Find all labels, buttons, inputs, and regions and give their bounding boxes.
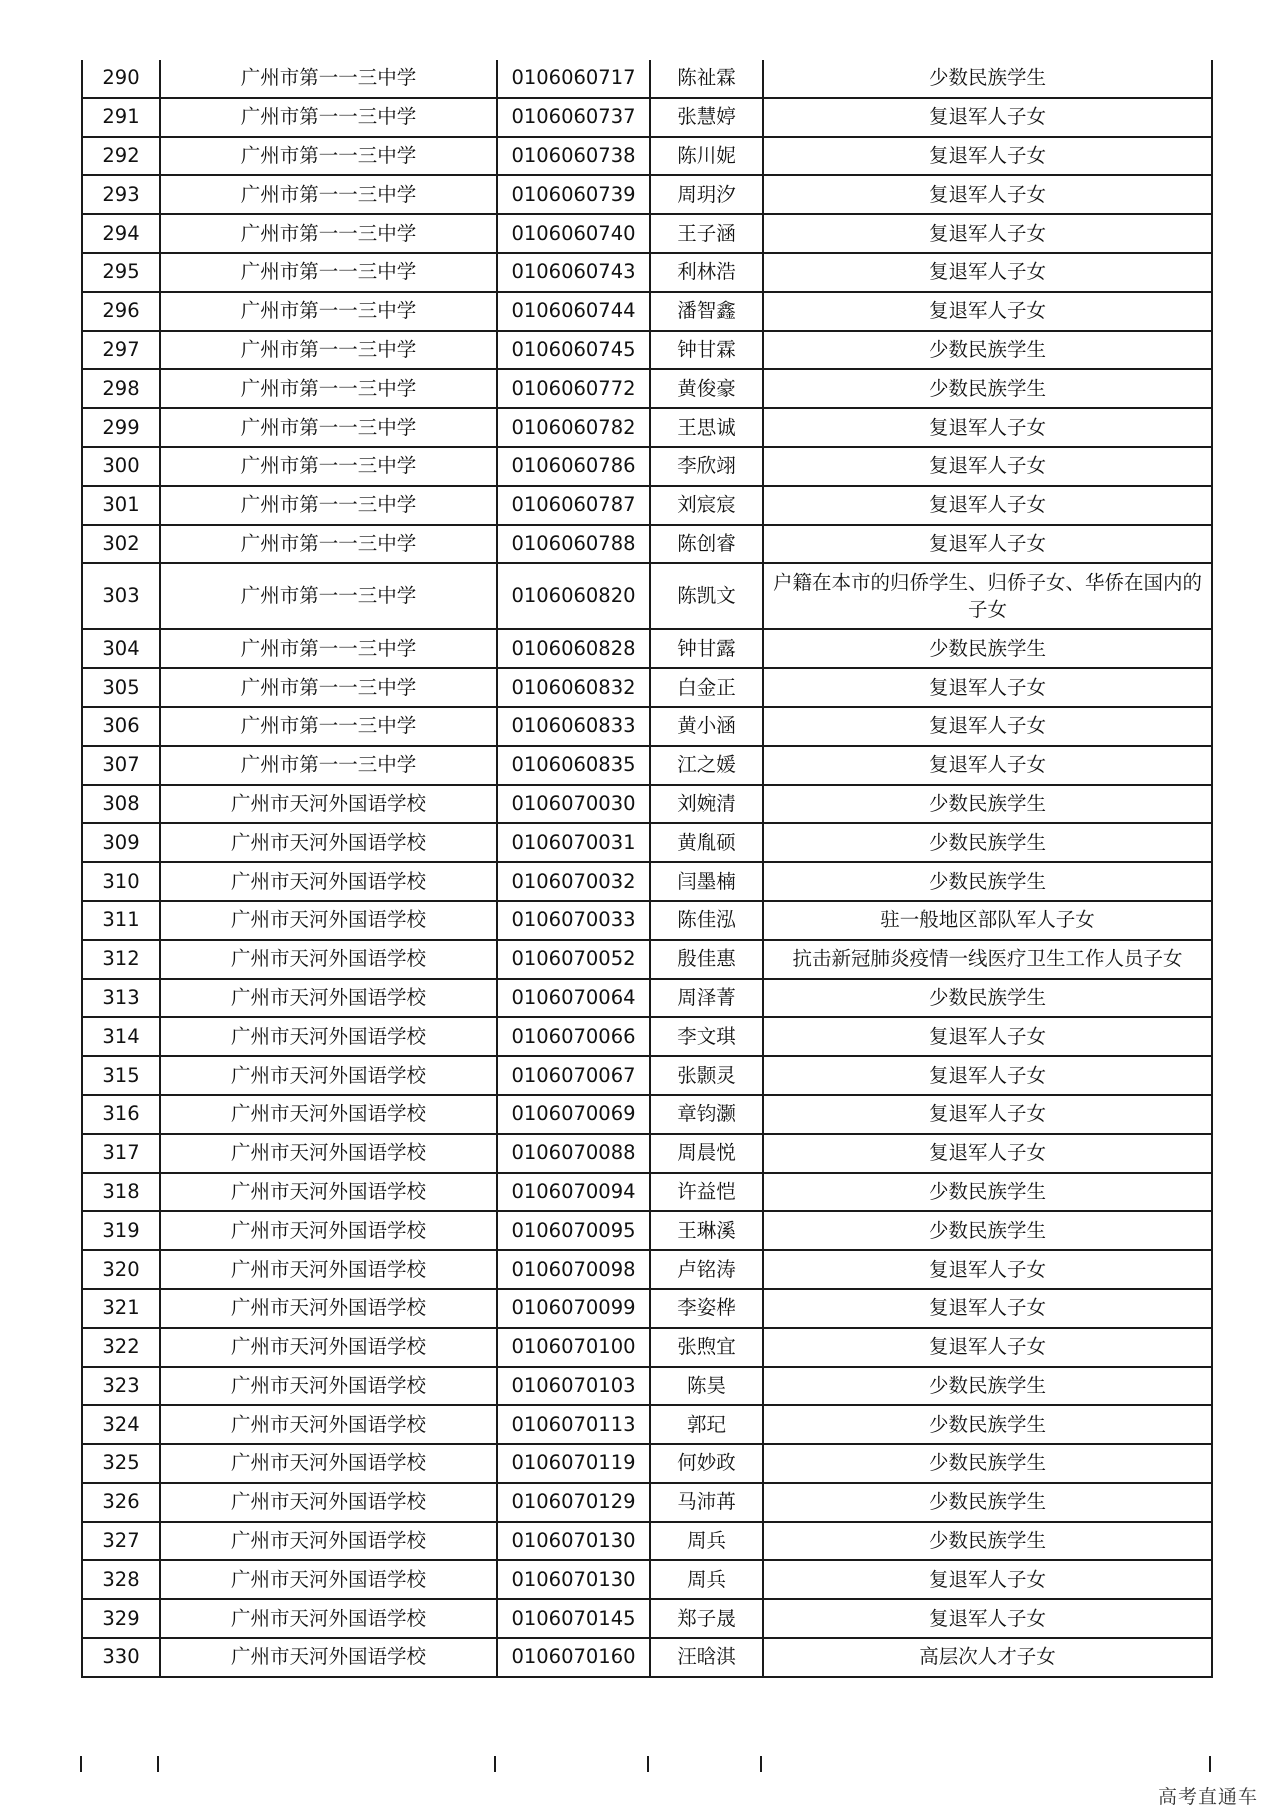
- category-cell: 少数民族学生: [763, 60, 1212, 98]
- category-cell: 复退军人子女: [763, 1289, 1212, 1328]
- exam-id-cell: 0106060740: [497, 214, 650, 253]
- exam-id-cell: 0106070064: [497, 979, 650, 1018]
- school-name-cell: 广州市天河外国语学校: [160, 1017, 497, 1056]
- row-number-cell: 310: [82, 862, 160, 901]
- student-name-cell: 汪晗淇: [650, 1638, 763, 1677]
- school-name-cell: 广州市天河外国语学校: [160, 1483, 497, 1522]
- exam-id-cell: 0106060745: [497, 331, 650, 370]
- row-number-cell: 330: [82, 1638, 160, 1677]
- roster-body: [82, 60, 1212, 1677]
- school-name-cell: 广州市第一一三中学: [160, 137, 497, 176]
- row-number-cell: 327: [82, 1522, 160, 1561]
- row-number-cell: 302: [82, 525, 160, 564]
- exam-id-cell: 0106070033: [497, 901, 650, 940]
- school-name-cell: 广州市天河外国语学校: [160, 979, 497, 1018]
- table-row: [82, 1405, 1212, 1444]
- student-name-cell: 陈昊: [650, 1367, 763, 1406]
- category-cell: 复退军人子女: [763, 1095, 1212, 1134]
- table-row: [82, 563, 1212, 629]
- school-name-cell: 广州市天河外国语学校: [160, 1095, 497, 1134]
- student-name-cell: 郑子晟: [650, 1599, 763, 1638]
- category-cell: 复退军人子女: [763, 137, 1212, 176]
- school-name-cell: 广州市第一一三中学: [160, 746, 497, 785]
- student-name-cell: 殷佳惠: [650, 940, 763, 979]
- category-cell: 少数民族学生: [763, 331, 1212, 370]
- school-name-cell: 广州市第一一三中学: [160, 175, 497, 214]
- student-name-cell: 周兵: [650, 1560, 763, 1599]
- exam-id-cell: 0106070052: [497, 940, 650, 979]
- table-row: [82, 1017, 1212, 1056]
- category-cell: 少数民族学生: [763, 369, 1212, 408]
- student-name-cell: 江之媛: [650, 746, 763, 785]
- table-row: [82, 1328, 1212, 1367]
- school-name-cell: 广州市天河外国语学校: [160, 1560, 497, 1599]
- category-cell: 驻一般地区部队军人子女: [763, 901, 1212, 940]
- table-row: [82, 823, 1212, 862]
- row-number-cell: 319: [82, 1211, 160, 1250]
- exam-id-cell: 0106060772: [497, 369, 650, 408]
- student-name-cell: 刘婉清: [650, 785, 763, 824]
- exam-id-cell: 0106060737: [497, 98, 650, 137]
- exam-id-cell: 0106070088: [497, 1134, 650, 1173]
- student-name-cell: 张慧婷: [650, 98, 763, 137]
- table-row: [82, 486, 1212, 525]
- school-name-cell: 广州市第一一三中学: [160, 60, 497, 98]
- table-row: [82, 1095, 1212, 1134]
- table-row: [82, 940, 1212, 979]
- school-name-cell: 广州市天河外国语学校: [160, 862, 497, 901]
- school-name-cell: 广州市天河外国语学校: [160, 1250, 497, 1289]
- school-name-cell: 广州市天河外国语学校: [160, 1405, 497, 1444]
- row-number-cell: 292: [82, 137, 160, 176]
- table-row: [82, 1056, 1212, 1095]
- category-cell: 复退军人子女: [763, 408, 1212, 447]
- row-number-cell: 303: [82, 563, 160, 629]
- row-number-cell: 308: [82, 785, 160, 824]
- row-number-cell: 323: [82, 1367, 160, 1406]
- exam-id-cell: 0106070066: [497, 1017, 650, 1056]
- table-row: [82, 331, 1212, 370]
- row-number-cell: 305: [82, 668, 160, 707]
- student-name-cell: 郭玘: [650, 1405, 763, 1444]
- school-name-cell: 广州市天河外国语学校: [160, 901, 497, 940]
- school-name-cell: 广州市天河外国语学校: [160, 1444, 497, 1483]
- table-row: [82, 292, 1212, 331]
- school-name-cell: 广州市第一一三中学: [160, 563, 497, 629]
- table-row: [82, 1483, 1212, 1522]
- category-cell: 复退军人子女: [763, 1134, 1212, 1173]
- student-name-cell: 王思诚: [650, 408, 763, 447]
- category-cell: 复退军人子女: [763, 175, 1212, 214]
- category-cell: 户籍在本市的归侨学生、归侨子女、华侨在国内的子女: [763, 563, 1212, 629]
- student-name-cell: 周晨悦: [650, 1134, 763, 1173]
- student-name-cell: 钟甘霖: [650, 331, 763, 370]
- student-name-cell: 陈祉霖: [650, 60, 763, 98]
- table-row: [82, 369, 1212, 408]
- school-name-cell: 广州市天河外国语学校: [160, 1134, 497, 1173]
- school-name-cell: 广州市天河外国语学校: [160, 1328, 497, 1367]
- student-name-cell: 潘智鑫: [650, 292, 763, 331]
- category-cell: 复退军人子女: [763, 1560, 1212, 1599]
- exam-id-cell: 0106070130: [497, 1522, 650, 1561]
- row-number-cell: 301: [82, 486, 160, 525]
- row-number-cell: 316: [82, 1095, 160, 1134]
- table-row: [82, 1134, 1212, 1173]
- category-cell: 少数民族学生: [763, 1211, 1212, 1250]
- category-cell: 复退军人子女: [763, 525, 1212, 564]
- category-cell: 抗击新冠肺炎疫情一线医疗卫生工作人员子女: [763, 940, 1212, 979]
- exam-id-cell: 0106070129: [497, 1483, 650, 1522]
- table-row: [82, 1173, 1212, 1212]
- school-name-cell: 广州市第一一三中学: [160, 707, 497, 746]
- exam-id-cell: 0106070145: [497, 1599, 650, 1638]
- table-row: [82, 408, 1212, 447]
- school-name-cell: 广州市第一一三中学: [160, 525, 497, 564]
- exam-id-cell: 0106070032: [497, 862, 650, 901]
- table-edge-line: [80, 1756, 82, 1772]
- row-number-cell: 311: [82, 901, 160, 940]
- table-row: [82, 862, 1212, 901]
- row-number-cell: 295: [82, 253, 160, 292]
- exam-id-cell: 0106070031: [497, 823, 650, 862]
- category-cell: 少数民族学生: [763, 785, 1212, 824]
- category-cell: 复退军人子女: [763, 253, 1212, 292]
- table-row: [82, 1289, 1212, 1328]
- category-cell: 复退军人子女: [763, 746, 1212, 785]
- table-row: [82, 1560, 1212, 1599]
- row-number-cell: 312: [82, 940, 160, 979]
- table-edge-line: [494, 1756, 496, 1772]
- roster-sheet: [81, 60, 1211, 1678]
- school-name-cell: 广州市第一一三中学: [160, 369, 497, 408]
- exam-id-cell: 0106070095: [497, 1211, 650, 1250]
- exam-id-cell: 0106070113: [497, 1405, 650, 1444]
- category-cell: 复退军人子女: [763, 214, 1212, 253]
- table-row: [82, 253, 1212, 292]
- watermark-text: 高考直通车: [1157, 1786, 1258, 1808]
- exam-id-cell: 0106070099: [497, 1289, 650, 1328]
- student-name-cell: 何妙政: [650, 1444, 763, 1483]
- school-name-cell: 广州市第一一三中学: [160, 629, 497, 668]
- student-name-cell: 张颢灵: [650, 1056, 763, 1095]
- category-cell: 少数民族学生: [763, 979, 1212, 1018]
- exam-id-cell: 0106060832: [497, 668, 650, 707]
- student-name-cell: 陈川妮: [650, 137, 763, 176]
- student-name-cell: 闫墨楠: [650, 862, 763, 901]
- row-number-cell: 317: [82, 1134, 160, 1173]
- row-number-cell: 322: [82, 1328, 160, 1367]
- student-name-cell: 李姿桦: [650, 1289, 763, 1328]
- table-row: [82, 1522, 1212, 1561]
- exam-id-cell: 0106060828: [497, 629, 650, 668]
- school-name-cell: 广州市天河外国语学校: [160, 785, 497, 824]
- table-row: [82, 137, 1212, 176]
- category-cell: 少数民族学生: [763, 823, 1212, 862]
- exam-id-cell: 0106060743: [497, 253, 650, 292]
- student-name-cell: 刘宸宸: [650, 486, 763, 525]
- table-row: [82, 1367, 1212, 1406]
- table-row: [82, 668, 1212, 707]
- table-row: [82, 60, 1212, 98]
- student-name-cell: 黄俊豪: [650, 369, 763, 408]
- table-row: [82, 707, 1212, 746]
- category-cell: 复退军人子女: [763, 668, 1212, 707]
- school-name-cell: 广州市第一一三中学: [160, 408, 497, 447]
- category-cell: 复退军人子女: [763, 98, 1212, 137]
- student-name-cell: 李欣翊: [650, 447, 763, 486]
- school-name-cell: 广州市第一一三中学: [160, 486, 497, 525]
- row-number-cell: 325: [82, 1444, 160, 1483]
- table-row: [82, 1250, 1212, 1289]
- exam-id-cell: 0106060782: [497, 408, 650, 447]
- school-name-cell: 广州市第一一三中学: [160, 447, 497, 486]
- school-name-cell: 广州市天河外国语学校: [160, 1638, 497, 1677]
- category-cell: 少数民族学生: [763, 1444, 1212, 1483]
- table-edge-line: [157, 1756, 159, 1772]
- category-cell: 少数民族学生: [763, 1405, 1212, 1444]
- table-row: [82, 1638, 1212, 1677]
- table-row: [82, 525, 1212, 564]
- exam-id-cell: 0106070094: [497, 1173, 650, 1212]
- exam-id-cell: 0106060786: [497, 447, 650, 486]
- exam-id-cell: 0106060788: [497, 525, 650, 564]
- student-name-cell: 黄小涵: [650, 707, 763, 746]
- exam-id-cell: 0106060739: [497, 175, 650, 214]
- table-row: [82, 447, 1212, 486]
- table-row: [82, 629, 1212, 668]
- student-name-cell: 利林浩: [650, 253, 763, 292]
- student-name-cell: 周泽菁: [650, 979, 763, 1018]
- student-name-cell: 周玥汐: [650, 175, 763, 214]
- student-name-cell: 王琳溪: [650, 1211, 763, 1250]
- exam-id-cell: 0106070030: [497, 785, 650, 824]
- category-cell: 少数民族学生: [763, 1173, 1212, 1212]
- row-number-cell: 300: [82, 447, 160, 486]
- school-name-cell: 广州市天河外国语学校: [160, 1289, 497, 1328]
- row-number-cell: 329: [82, 1599, 160, 1638]
- category-cell: 复退军人子女: [763, 1056, 1212, 1095]
- school-name-cell: 广州市第一一三中学: [160, 253, 497, 292]
- school-name-cell: 广州市第一一三中学: [160, 668, 497, 707]
- row-number-cell: 294: [82, 214, 160, 253]
- student-name-cell: 许益恺: [650, 1173, 763, 1212]
- category-cell: 少数民族学生: [763, 1522, 1212, 1561]
- student-name-cell: 黄胤硕: [650, 823, 763, 862]
- row-number-cell: 299: [82, 408, 160, 447]
- category-cell: 复退军人子女: [763, 1017, 1212, 1056]
- row-number-cell: 306: [82, 707, 160, 746]
- exam-id-cell: 0106070119: [497, 1444, 650, 1483]
- school-name-cell: 广州市第一一三中学: [160, 292, 497, 331]
- table-edge-line: [1209, 1756, 1211, 1772]
- row-number-cell: 321: [82, 1289, 160, 1328]
- student-name-cell: 钟甘露: [650, 629, 763, 668]
- exam-id-cell: 0106070103: [497, 1367, 650, 1406]
- school-name-cell: 广州市第一一三中学: [160, 331, 497, 370]
- table-row: [82, 214, 1212, 253]
- row-number-cell: 296: [82, 292, 160, 331]
- table-row: [82, 746, 1212, 785]
- category-cell: 少数民族学生: [763, 1367, 1212, 1406]
- category-cell: 少数民族学生: [763, 1483, 1212, 1522]
- category-cell: 复退军人子女: [763, 486, 1212, 525]
- exam-id-cell: 0106060738: [497, 137, 650, 176]
- exam-id-cell: 0106070160: [497, 1638, 650, 1677]
- school-name-cell: 广州市天河外国语学校: [160, 1367, 497, 1406]
- category-cell: 复退军人子女: [763, 1599, 1212, 1638]
- category-cell: 复退军人子女: [763, 1250, 1212, 1289]
- category-cell: 少数民族学生: [763, 862, 1212, 901]
- school-name-cell: 广州市天河外国语学校: [160, 1211, 497, 1250]
- school-name-cell: 广州市第一一三中学: [160, 98, 497, 137]
- table-row: [82, 785, 1212, 824]
- row-number-cell: 291: [82, 98, 160, 137]
- student-name-cell: 卢铭涛: [650, 1250, 763, 1289]
- student-name-cell: 马沛苒: [650, 1483, 763, 1522]
- category-cell: 高层次人才子女: [763, 1638, 1212, 1677]
- student-name-cell: 陈凯文: [650, 563, 763, 629]
- row-number-cell: 298: [82, 369, 160, 408]
- exam-id-cell: 0106060833: [497, 707, 650, 746]
- table-row: [82, 175, 1212, 214]
- table-row: [82, 98, 1212, 137]
- table-row: [82, 1211, 1212, 1250]
- student-name-cell: 陈佳泓: [650, 901, 763, 940]
- row-number-cell: 309: [82, 823, 160, 862]
- table-row: [82, 979, 1212, 1018]
- category-cell: 少数民族学生: [763, 629, 1212, 668]
- roster-table: [81, 60, 1213, 1678]
- student-name-cell: 周兵: [650, 1522, 763, 1561]
- row-number-cell: 313: [82, 979, 160, 1018]
- row-number-cell: 314: [82, 1017, 160, 1056]
- exam-id-cell: 0106070067: [497, 1056, 650, 1095]
- student-name-cell: 王子涵: [650, 214, 763, 253]
- exam-id-cell: 0106070100: [497, 1328, 650, 1367]
- exam-id-cell: 0106060744: [497, 292, 650, 331]
- exam-id-cell: 0106060787: [497, 486, 650, 525]
- exam-id-cell: 0106070130: [497, 1560, 650, 1599]
- school-name-cell: 广州市天河外国语学校: [160, 1056, 497, 1095]
- row-number-cell: 328: [82, 1560, 160, 1599]
- row-number-cell: 326: [82, 1483, 160, 1522]
- table-row: [82, 1599, 1212, 1638]
- table-row: [82, 1444, 1212, 1483]
- table-row: [82, 901, 1212, 940]
- school-name-cell: 广州市第一一三中学: [160, 214, 497, 253]
- student-name-cell: 张煦宜: [650, 1328, 763, 1367]
- exam-id-cell: 0106060835: [497, 746, 650, 785]
- school-name-cell: 广州市天河外国语学校: [160, 1173, 497, 1212]
- category-cell: 复退军人子女: [763, 707, 1212, 746]
- student-name-cell: 章钧灏: [650, 1095, 763, 1134]
- row-number-cell: 315: [82, 1056, 160, 1095]
- student-name-cell: 白金正: [650, 668, 763, 707]
- category-cell: 复退军人子女: [763, 292, 1212, 331]
- exam-id-cell: 0106070098: [497, 1250, 650, 1289]
- row-number-cell: 297: [82, 331, 160, 370]
- row-number-cell: 324: [82, 1405, 160, 1444]
- exam-id-cell: 0106070069: [497, 1095, 650, 1134]
- table-edge-line: [647, 1756, 649, 1772]
- table-edge-line: [760, 1756, 762, 1772]
- school-name-cell: 广州市天河外国语学校: [160, 1599, 497, 1638]
- category-cell: 复退军人子女: [763, 1328, 1212, 1367]
- row-number-cell: 307: [82, 746, 160, 785]
- exam-id-cell: 0106060717: [497, 60, 650, 98]
- exam-id-cell: 0106060820: [497, 563, 650, 629]
- school-name-cell: 广州市天河外国语学校: [160, 940, 497, 979]
- row-number-cell: 304: [82, 629, 160, 668]
- row-number-cell: 293: [82, 175, 160, 214]
- student-name-cell: 陈创睿: [650, 525, 763, 564]
- school-name-cell: 广州市天河外国语学校: [160, 1522, 497, 1561]
- row-number-cell: 290: [82, 60, 160, 98]
- row-number-cell: 320: [82, 1250, 160, 1289]
- category-cell: 复退军人子女: [763, 447, 1212, 486]
- row-number-cell: 318: [82, 1173, 160, 1212]
- school-name-cell: 广州市天河外国语学校: [160, 823, 497, 862]
- student-name-cell: 李文琪: [650, 1017, 763, 1056]
